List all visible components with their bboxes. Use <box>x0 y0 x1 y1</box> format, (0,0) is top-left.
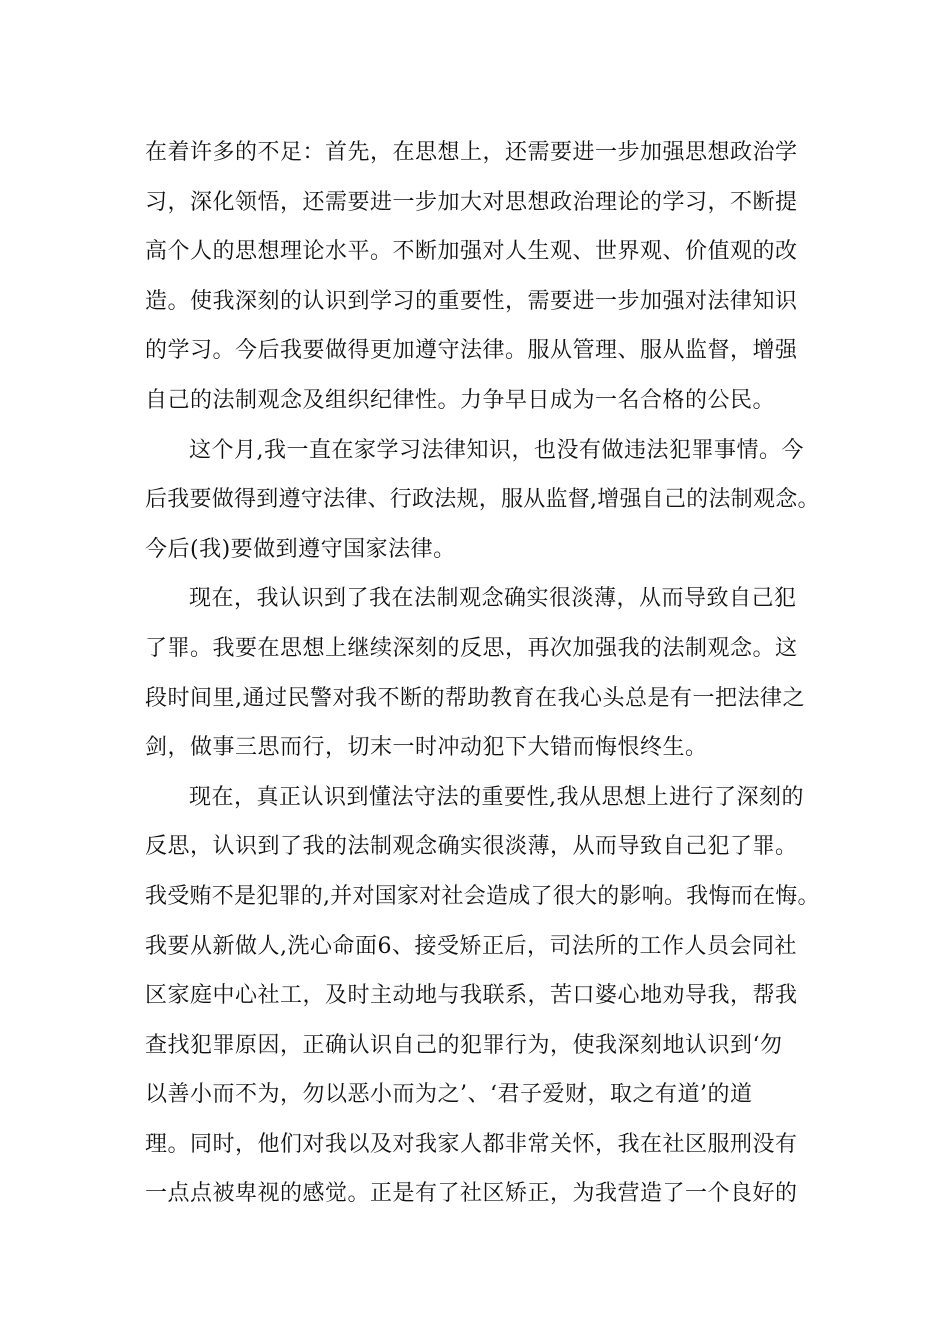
text-line: 自己的法制观念及组织纪律性。力争早日成为一名合格的公民。 <box>145 387 776 413</box>
text-line: 我受贿不是犯罪的,并对国家对社会造成了很大的影响。我悔而在悔。 <box>145 883 820 909</box>
text-line: 区家庭中心社工，及时主动地与我联系，苦口婆心地劝导我，帮我 <box>145 983 798 1009</box>
text-line: 反思，认识到了我的法制观念确实很淡薄，从而导致自己犯了罪。 <box>145 834 798 860</box>
text-line: 段时间里,通过民警对我不断的帮助教育在我心头总是有一把法律之 <box>145 685 805 711</box>
text-line: 现在，真正认识到懂法守法的重要性,我从思想上进行了深刻的 <box>189 784 804 810</box>
paragraph-4 <box>145 773 825 1219</box>
paragraph-3 <box>145 574 825 772</box>
text-line: 现在，我认识到了我在法制观念确实很淡薄，从而导致自己犯 <box>189 586 797 612</box>
paragraph-1 <box>145 128 825 426</box>
text-line: 以善小而不为，勿以恶小而为之’、‘君子爱财，取之有道’的道 <box>145 1082 753 1108</box>
text-line: 查找犯罪原因，正确认识自己的犯罪行为，使我深刻地认识到‘勿 <box>145 1032 783 1058</box>
text-line: 高个人的思想理论水平。不断加强对人生观、世界观、价值观的改 <box>145 239 798 265</box>
text-line: 了罪。我要在思想上继续深刻的反思，再次加强我的法制观念。这 <box>145 635 798 661</box>
text-line: 剑，做事三思而行，切末一时冲动犯下大错而悔恨终生。 <box>145 735 708 761</box>
text-line: 今后(我)要做到遵守国家法律。 <box>145 536 456 562</box>
text-line: 造。使我深刻的认识到学习的重要性，需要进一步加强对法律知识 <box>145 288 798 314</box>
text-line: 的学习。今后我要做得更加遵守法律。服从管理、服从监督，增强 <box>145 338 798 364</box>
text-line: 习，深化领悟，还需要进一步加大对思想政治理论的学习，不断提 <box>145 189 798 215</box>
text-line: 一点点被卑视的感觉。正是有了社区矫正，为我营造了一个良好的 <box>145 1181 798 1207</box>
document-body <box>145 128 825 1219</box>
text-line: 我要从新做人,洗心命面6、接受矫正后，司法所的工作人员会同社 <box>145 933 797 959</box>
text-line: 理。同时，他们对我以及对我家人都非常关怀，我在社区服刑没有 <box>145 1131 798 1157</box>
text-line: 这个月,我一直在家学习法律知识，也没有做违法犯罪事情。今 <box>189 437 804 463</box>
paragraph-2 <box>145 426 825 575</box>
text-line: 后我要做得到遵守法律、行政法规，服从监督,增强自己的法制观念。 <box>145 487 820 513</box>
text-line: 在着许多的不足：首先，在思想上，还需要进一步加强思想政治学 <box>145 140 798 165</box>
